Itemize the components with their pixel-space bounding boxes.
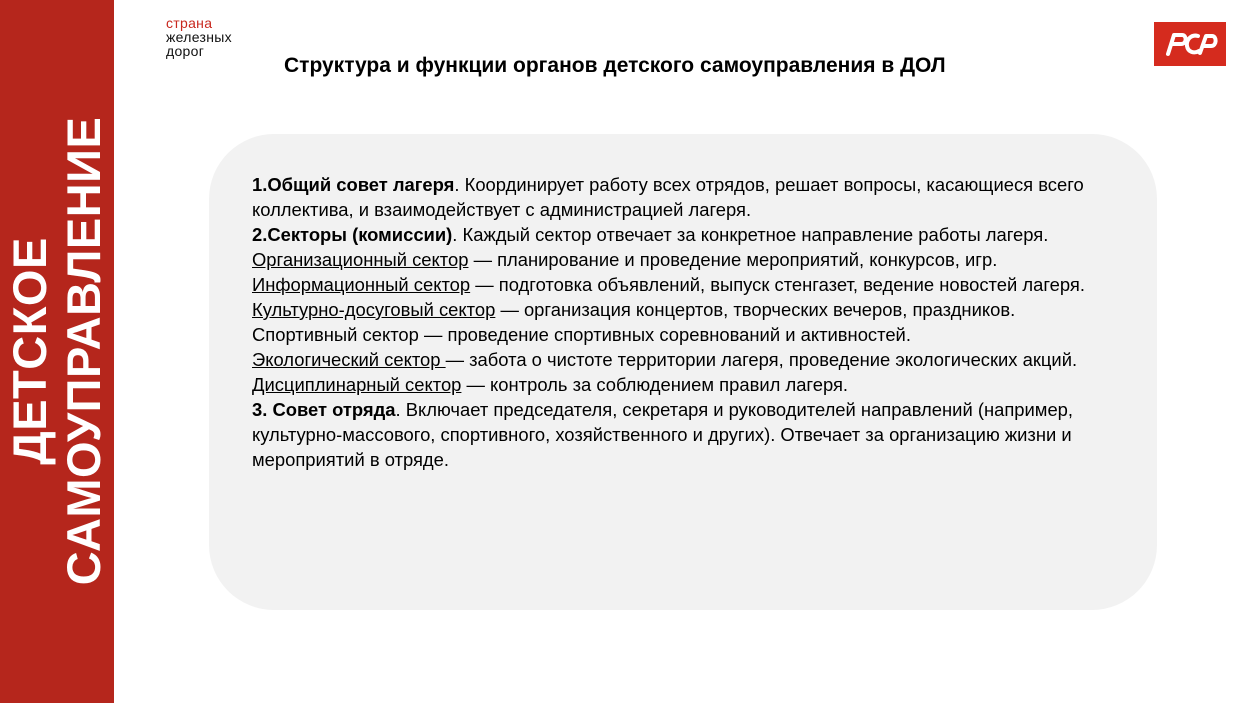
sector-desc: — подготовка объявлений, выпуск стенгазет, ведение новостей лагеря.: [470, 274, 1085, 295]
sector-organizational: [252, 247, 1132, 272]
brand-wordmark: [166, 16, 232, 58]
sector-name: Спортивный сектор: [252, 324, 419, 345]
sector-desc: — контроль за соблюдением правил лагеря.: [461, 374, 849, 395]
item-squad-council-heading: 3. Совет отряда: [252, 399, 396, 420]
sector-informational: [252, 272, 1132, 297]
sector-desc: — организация концертов, творческих вечеров, праздников.: [495, 299, 1016, 320]
rzd-logo-icon: [1154, 22, 1226, 66]
item-sectors: [252, 222, 1132, 247]
sector-ecological: [252, 347, 1132, 372]
side-bar: [0, 0, 114, 703]
content-text: [252, 172, 1132, 472]
item-sectors-heading: 2.Секторы (комиссии): [252, 224, 453, 245]
sector-name: Культурно-досуговый сектор: [252, 299, 496, 320]
sector-name: Дисциплинарный сектор: [252, 374, 462, 395]
sector-name: Информационный сектор: [252, 274, 471, 295]
item-squad-council-text: . Включает председателя, секретаря и руководителей направлений (например, культурно-массового, спортивного, хозяйственного и других). Отвечает за организацию жизни и мероприятий в отряде.: [252, 399, 1074, 470]
side-title: [3, 117, 111, 586]
sector-desc: — забота о чистоте территории лагеря, проведение экологических акций.: [445, 349, 1078, 370]
brand-line1: страна: [166, 15, 213, 31]
sector-cultural: [252, 297, 1132, 322]
item-general-council-heading: 1.Общий совет лагеря: [252, 174, 455, 195]
sector-disciplinary: [252, 372, 1132, 397]
sector-sports: [252, 322, 1132, 347]
item-general-council: [252, 172, 1132, 222]
side-title-line2: САМОУПРАВЛЕНИЕ: [57, 116, 110, 586]
item-sectors-text: . Каждый сектор отвечает за конкретное направление работы лагеря.: [452, 224, 1049, 245]
sector-desc: — планирование и проведение мероприятий, конкурсов, игр.: [468, 249, 998, 270]
sector-name: Организационный сектор: [252, 249, 469, 270]
side-title-line1: ДЕТСКОЕ: [3, 237, 56, 465]
brand-line2: железных: [166, 29, 232, 45]
page-title: Структура и функции органов детского самоуправления в ДОЛ: [284, 54, 946, 77]
item-general-council-text: . Координирует работу всех отрядов, решает вопросы, касающиеся всего коллектива, и взаимодействует с администрацией лагеря.: [252, 174, 1084, 220]
sector-desc: — проведение спортивных соревнований и активностей.: [418, 324, 911, 345]
brand-line3: дорог: [166, 43, 205, 59]
sector-name: Экологический сектор: [252, 349, 446, 370]
item-squad-council: [252, 397, 1132, 472]
